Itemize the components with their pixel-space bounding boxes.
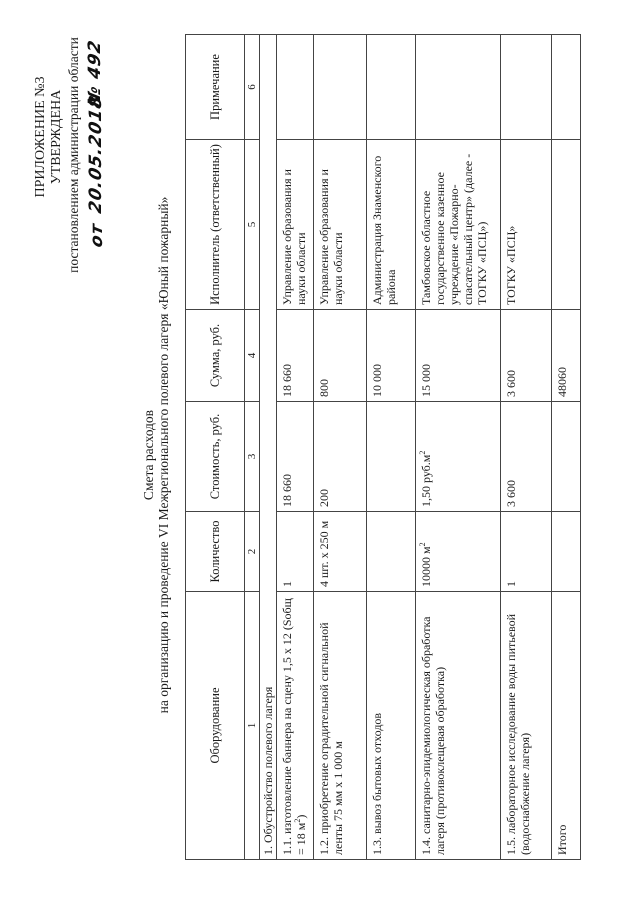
header-note: Примечание [186,35,245,140]
cell-item: 1.2. приобретение оградительной сигнальной ленты 75 мм х 1 000 м [314,592,367,860]
cell-note [367,35,416,140]
header-equipment: Оборудование [186,592,245,860]
handwritten-date-signature [84,25,110,285]
cell-note [314,35,367,140]
cell-cost: 18 660 [277,402,314,512]
total-value: 48060 [552,310,581,402]
decree-label: постановлением администрации области [66,37,81,273]
table-row [277,35,314,860]
cell-sum: 15 000 [416,310,501,402]
total-label: Итого [552,592,581,860]
cell-cost [367,402,416,512]
cell-item: 1.4. санитарно-эпидемиологическая обработка лагеря (противоклещевая обработка) [416,592,501,860]
cell-sum: 800 [314,310,367,402]
cell-cost [552,402,581,512]
cell-executor: Тамбовское областное государственное казенное учреждение «Пожарно-спасательный центр» (далее - ТОГКУ «ПСЦ») [416,140,501,310]
header-sum: Сумма, руб. [186,310,245,402]
total-row [552,35,581,860]
cell-quantity: 1 [277,512,314,592]
cell-note [552,35,581,140]
header-cost: Стоимость, руб. [186,402,245,512]
cell-note [277,35,314,140]
cell-sum: 3 600 [501,310,552,402]
cell-cost: 1,50 $руб.м^2$ [416,402,501,512]
signature-from: от [87,221,107,250]
cell-sum: 10 000 [367,310,416,402]
cell-executor: Администрация Знаменского района [367,140,416,310]
cell-executor: ТОГКУ «ПСЦ» [501,140,552,310]
approved-label: УТВЕРЖДЕНА [49,89,64,185]
table-row [314,35,367,860]
section-row [260,35,277,860]
col-number: 5 [245,140,260,310]
cell-quantity: 4 шт. х 250 м [314,512,367,592]
cell-executor [552,140,581,310]
cell-item: 1.3. вывоз бытовых отходов [367,592,416,860]
cell-quantity [552,512,581,592]
table-row [416,35,501,860]
cell-quantity: 1 [501,512,552,592]
table-header-row [186,35,245,860]
column-number-row [245,35,260,860]
col-number: 3 [245,402,260,512]
document-title: Смета расходов [141,409,156,501]
col-number: 1 [245,592,260,860]
col-number: 4 [245,310,260,402]
cell-quantity [367,512,416,592]
table-row [367,35,416,860]
estimate-table [185,34,581,860]
signature-date: 20.05.2018 [86,93,106,216]
document-subtitle: на организацию и проведение VI Межрегионального полевого лагеря «Юный пожарный» [156,196,171,714]
cell-executor: Управление образования и науки области [314,140,367,310]
cell-item: 1.5. лабораторное исследование воды питьевой (водоснабжение лагеря) [501,592,552,860]
cell-quantity: 10000 $м^2$ [416,512,501,592]
cell-executor: Управление образования и науки области [277,140,314,310]
cell-cost: 3 600 [501,402,552,512]
section-title: 1. Обустройство полевого лагеря [260,35,277,860]
col-number: 2 [245,512,260,592]
cell-note [501,35,552,140]
cell-sum: 18 660 [277,310,314,402]
appendix-label: ПРИЛОЖЕНИЕ №3 [33,76,48,198]
cell-note [416,35,501,140]
signature-number: № 492 [85,38,105,110]
cell-cost: 200 [314,402,367,512]
header-executor: Исполнитель (ответственный) [186,140,245,310]
cell-item: 1.1. изготовление баннера на сцену 1,5 х 12 (Sобщ = 18 $м^2$) [277,592,314,860]
header-quantity: Количество [186,512,245,592]
table-row [501,35,552,860]
col-number: 6 [245,35,260,140]
